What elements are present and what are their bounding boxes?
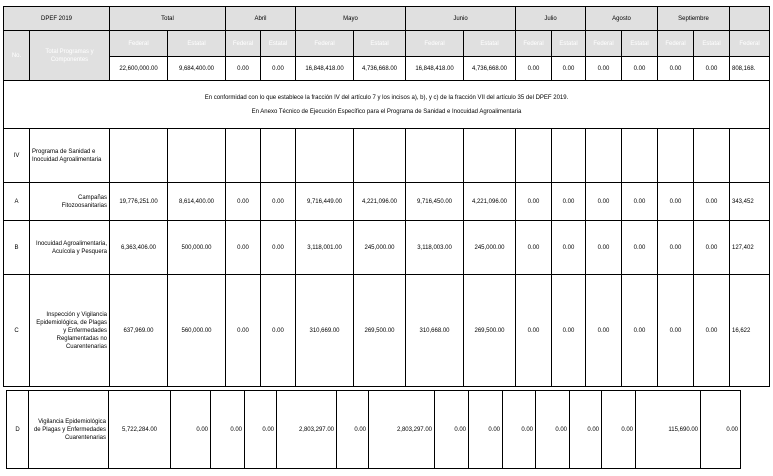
cell: 4,221,096.00 (464, 183, 516, 221)
programs-header: Total Programas y Componentes (30, 31, 110, 81)
cell: 0.00 (694, 221, 730, 275)
month-header-abril: Abril (226, 7, 296, 31)
cell: 5,722,284.00 (109, 391, 171, 469)
cell: 500,000.00 (168, 221, 226, 275)
no-header: No. (4, 31, 30, 81)
federal-header: Federal (110, 31, 168, 57)
cell: 245,000.00 (464, 221, 516, 275)
sept-estatal: 0.00 (694, 57, 730, 81)
cell: 0.00 (211, 391, 245, 469)
estatal-header: Estatal (694, 31, 730, 57)
mayo-federal: 16,848,418.00 (296, 57, 354, 81)
estatal-header: Estatal (261, 31, 296, 57)
estatal-header: Estatal (168, 31, 226, 57)
cell: 3,118,003.00 (406, 221, 464, 275)
cell: 0.00 (586, 183, 622, 221)
budget-table-continuation (6, 390, 741, 469)
cell: 0.00 (516, 275, 552, 387)
table-row (4, 275, 770, 387)
estatal-header: Estatal (354, 31, 406, 57)
table-row (4, 221, 770, 275)
cell: 0.00 (658, 183, 694, 221)
budget-table (3, 6, 770, 387)
table-row (7, 391, 741, 469)
oct-federal: 808,168. (730, 57, 770, 81)
row-name: Campañas Fitozoosanitarias (30, 183, 110, 221)
cell: 6,363,406.00 (110, 221, 168, 275)
federal-header: Federal (516, 31, 552, 57)
cell: 0.00 (469, 391, 503, 469)
cell: 0.00 (586, 275, 622, 387)
cell: 0.00 (552, 221, 586, 275)
junio-federal: 16,848,418.00 (406, 57, 464, 81)
abril-estatal: 0.00 (261, 57, 296, 81)
cell: 9,716,449.00 (296, 183, 354, 221)
cell: 0.00 (622, 183, 658, 221)
cell: 0.00 (261, 221, 296, 275)
cell: 0.00 (602, 391, 636, 469)
dpef-header: DPEF 2019 (4, 7, 110, 31)
cell: 0.00 (261, 275, 296, 387)
abril-federal: 0.00 (226, 57, 261, 81)
federal-header: Federal (730, 31, 770, 57)
table-row (4, 183, 770, 221)
estatal-header: Estatal (464, 31, 516, 57)
federal-header: Federal (586, 31, 622, 57)
cell: 127,402 (730, 221, 770, 275)
federal-header: Federal (226, 31, 261, 57)
month-header-agosto: Agosto (586, 7, 658, 31)
cell: 3,118,001.00 (296, 221, 354, 275)
julio-estatal: 0.00 (552, 57, 586, 81)
month-header-julio: Julio (516, 7, 586, 31)
row-name: Inspección y Vigilancia Epidemiológica, de Plagas y Enfermedades Reglamentadas no Cuarentenarias (30, 275, 110, 387)
cell: 0.00 (245, 391, 277, 469)
row-no: D (7, 391, 29, 469)
federal-header: Federal (658, 31, 694, 57)
total-header: Total (110, 7, 226, 31)
month-header-mayo: Mayo (296, 7, 406, 31)
cell: 245,000.00 (354, 221, 406, 275)
cell: 310,669.00 (296, 275, 354, 387)
cell: 0.00 (658, 275, 694, 387)
month-header-junio: Junio (406, 7, 516, 31)
cell: 0.00 (226, 275, 261, 387)
cell: 0.00 (694, 183, 730, 221)
cell: 269,500.00 (464, 275, 516, 387)
cell: 0.00 (570, 391, 602, 469)
cell: 2,803,297.00 (369, 391, 435, 469)
cell: 269,500.00 (354, 275, 406, 387)
cell: 0.00 (658, 221, 694, 275)
cell: 0.00 (261, 183, 296, 221)
estatal-header: Estatal (552, 31, 586, 57)
cell: 0.00 (516, 221, 552, 275)
cell: 0.00 (622, 221, 658, 275)
cell: 0.00 (552, 275, 586, 387)
cell: 0.00 (701, 391, 741, 469)
row-no: A (4, 183, 30, 221)
cell: 8,614,400.00 (168, 183, 226, 221)
cell: 560,000.00 (168, 275, 226, 387)
mayo-estatal: 4,736,668.00 (354, 57, 406, 81)
program-name: Programa de Sanidad e Inocuidad Agroalimentaria (30, 129, 110, 183)
cell: 115,690.00 (636, 391, 701, 469)
cell: 0.00 (622, 275, 658, 387)
estatal-header: Estatal (622, 31, 658, 57)
agosto-federal: 0.00 (586, 57, 622, 81)
cell: 4,221,096.00 (354, 183, 406, 221)
row-name: Inocuidad Agroalimentaria, Acuícola y Pesquera (30, 221, 110, 275)
cell: 16,622 (730, 275, 770, 387)
cell: 343,452 (730, 183, 770, 221)
cell: 19,776,251.00 (110, 183, 168, 221)
sept-federal: 0.00 (658, 57, 694, 81)
cell: 0.00 (516, 183, 552, 221)
month-header-next (730, 7, 770, 31)
cell: 0.00 (536, 391, 570, 469)
cell: 0.00 (435, 391, 469, 469)
cell: 0.00 (171, 391, 211, 469)
total-estatal: 9,684,400.00 (168, 57, 226, 81)
cell: 637,969.00 (110, 275, 168, 387)
junio-estatal: 4,736,668.00 (464, 57, 516, 81)
month-header-septiembre: Septiembre (658, 7, 730, 31)
row-no: B (4, 221, 30, 275)
julio-federal: 0.00 (516, 57, 552, 81)
cell: 0.00 (503, 391, 536, 469)
legal-note (4, 81, 770, 129)
cell: 0.00 (552, 183, 586, 221)
cell: 0.00 (694, 275, 730, 387)
cell: 310,668.00 (406, 275, 464, 387)
cell: 2,803,297.00 (277, 391, 337, 469)
legal-note-line1: En conformidad con lo que establece la fracción IV del artículo 7 y los incisos a), b), y c) de la fracción VII del artículo 35 del DPEF 2019. (204, 94, 569, 101)
row-no: C (4, 275, 30, 387)
row-name: Vigilancia Epidemiológica de Plagas y Enfermedades Cuarentenarias (29, 391, 109, 469)
federal-header: Federal (406, 31, 464, 57)
cell: 0.00 (337, 391, 369, 469)
cell: 9,716,450.00 (406, 183, 464, 221)
federal-header: Federal (296, 31, 354, 57)
total-federal: 22,600,000.00 (110, 57, 168, 81)
legal-note-line2: En Anexo Técnico de Ejecución Específico para el Programa de Sanidad e Inocuidad Agroalimentaria (251, 108, 522, 115)
program-no: IV (4, 129, 30, 183)
cell: 0.00 (586, 221, 622, 275)
cell: 0.00 (226, 183, 261, 221)
agosto-estatal: 0.00 (622, 57, 658, 81)
cell: 0.00 (226, 221, 261, 275)
